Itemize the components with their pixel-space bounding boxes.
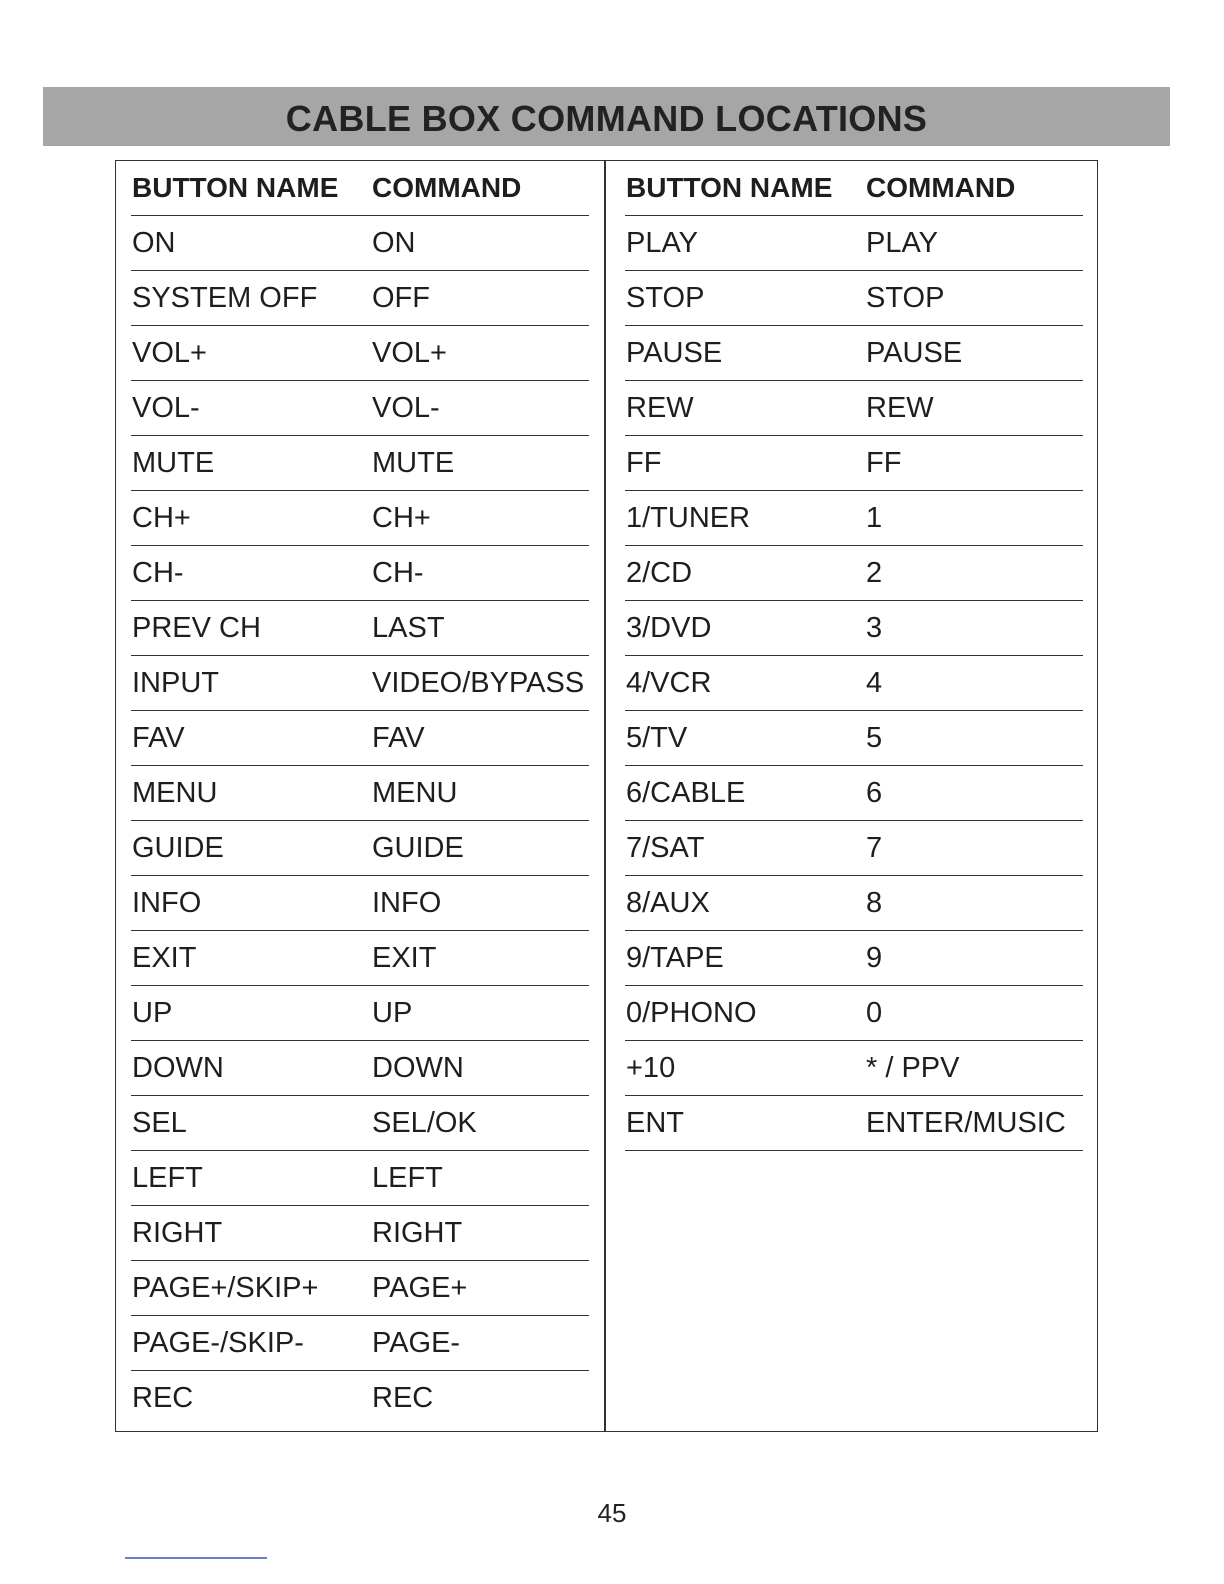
table-row [131, 1261, 589, 1316]
button-name-cell: ON [132, 227, 176, 259]
button-name-cell: PAUSE [626, 337, 723, 369]
command-cell: PLAY [866, 227, 939, 259]
left-column [131, 161, 589, 1426]
command-cell: RIGHT [372, 1217, 463, 1249]
command-cell: VIDEO/BYPASS [372, 667, 585, 699]
button-name-cell: 6/CABLE [626, 777, 746, 809]
table-row [625, 711, 1083, 766]
footer-rule [125, 1557, 267, 1559]
button-name-cell: VOL- [132, 392, 200, 424]
button-name-cell: PAGE-/SKIP- [132, 1327, 304, 1359]
table-row [131, 711, 589, 766]
table-row [625, 326, 1083, 381]
button-name-cell: INFO [132, 887, 202, 919]
command-cell: LAST [372, 612, 445, 644]
command-cell: LEFT [372, 1162, 443, 1194]
command-cell: STOP [866, 282, 945, 314]
command-cell: PAGE- [372, 1327, 461, 1359]
button-name-cell: 9/TAPE [626, 942, 724, 974]
button-name-cell: 2/CD [626, 557, 693, 589]
table-row [131, 271, 589, 326]
table-row [625, 986, 1083, 1041]
command-cell: REW [866, 392, 934, 424]
table-row [131, 986, 589, 1041]
button-name-cell: REW [626, 392, 694, 424]
table-row [131, 601, 589, 656]
command-cell: ON [372, 227, 416, 259]
table-row [625, 876, 1083, 931]
table-row [625, 216, 1083, 271]
table-row [131, 1096, 589, 1151]
button-name-cell: 7/SAT [626, 832, 705, 864]
table-row [625, 271, 1083, 326]
command-cell: 7 [866, 832, 883, 864]
button-name-cell: LEFT [132, 1162, 203, 1194]
command-cell: 1 [866, 502, 883, 534]
table-row [131, 491, 589, 546]
table-row [131, 876, 589, 931]
button-name-cell: UP [132, 997, 173, 1029]
table-row [131, 436, 589, 491]
table-row [131, 546, 589, 601]
table-row [625, 436, 1083, 491]
button-name-cell: CH- [132, 557, 184, 589]
table-row [131, 766, 589, 821]
table-row [131, 1371, 589, 1426]
button-name-cell: SEL [132, 1107, 187, 1139]
command-cell: SEL/OK [372, 1107, 477, 1139]
button-name-cell: 4/VCR [626, 667, 712, 699]
button-name-cell: FF [626, 447, 662, 479]
table-row [625, 656, 1083, 711]
button-name-cell: MENU [132, 777, 218, 809]
page-number: 45 [597, 1498, 627, 1528]
button-name-cell: DOWN [132, 1052, 224, 1084]
command-cell: 2 [866, 557, 883, 589]
command-cell: * / PPV [866, 1052, 960, 1084]
button-name-cell: 8/AUX [626, 887, 710, 919]
table-row [131, 1206, 589, 1261]
table-row [131, 1151, 589, 1206]
button-name-cell: EXIT [132, 942, 197, 974]
header-command: COMMAND [372, 172, 522, 203]
command-cell: MUTE [372, 447, 455, 479]
table-row [625, 1041, 1083, 1096]
button-name-cell: GUIDE [132, 832, 224, 864]
button-name-cell: SYSTEM OFF [132, 282, 318, 314]
command-cell: 3 [866, 612, 883, 644]
command-cell: EXIT [372, 942, 437, 974]
table-header-row [625, 161, 1083, 216]
command-cell: FAV [372, 722, 425, 754]
table-row [131, 931, 589, 986]
table-row [131, 821, 589, 876]
button-name-cell: 5/TV [626, 722, 688, 754]
button-name-cell: MUTE [132, 447, 215, 479]
button-name-cell: FAV [132, 722, 185, 754]
button-name-cell: PREV CH [132, 612, 261, 644]
command-cell: ENTER/MUSIC [866, 1107, 1066, 1139]
table-row [625, 931, 1083, 986]
table-row [625, 766, 1083, 821]
table-header-row [131, 161, 589, 216]
table-row [625, 1096, 1083, 1151]
command-cell: UP [372, 997, 413, 1029]
command-cell: 4 [866, 667, 883, 699]
table-row [131, 656, 589, 711]
command-cell: 0 [866, 997, 883, 1029]
command-cell: VOL+ [372, 337, 447, 369]
command-cell: CH- [372, 557, 424, 589]
column-divider [604, 160, 606, 1432]
table-row [131, 216, 589, 271]
header-button-name: BUTTON NAME [626, 172, 833, 203]
command-cell: 5 [866, 722, 883, 754]
command-cell: 9 [866, 942, 883, 974]
button-name-cell: ENT [626, 1107, 684, 1139]
table-row [625, 491, 1083, 546]
command-cell: REC [372, 1382, 434, 1414]
table-row [625, 601, 1083, 656]
button-name-cell: INPUT [132, 667, 219, 699]
command-cell: 8 [866, 887, 883, 919]
button-name-cell: PLAY [626, 227, 699, 259]
command-cell: DOWN [372, 1052, 464, 1084]
command-cell: CH+ [372, 502, 431, 534]
command-cell: PAUSE [866, 337, 963, 369]
button-name-cell: 3/DVD [626, 612, 712, 644]
header-command: COMMAND [866, 172, 1016, 203]
command-cell: 6 [866, 777, 883, 809]
command-cell: INFO [372, 887, 442, 919]
button-name-cell: STOP [626, 282, 705, 314]
command-cell: FF [866, 447, 902, 479]
command-cell: MENU [372, 777, 458, 809]
button-name-cell: VOL+ [132, 337, 207, 369]
command-cell: VOL- [372, 392, 440, 424]
command-cell: OFF [372, 282, 430, 314]
table-row [131, 326, 589, 381]
command-cell: GUIDE [372, 832, 464, 864]
header-button-name: BUTTON NAME [132, 172, 339, 203]
button-name-cell: CH+ [132, 502, 191, 534]
page-title: CABLE BOX COMMAND LOCATIONS [285, 97, 928, 139]
table-row [625, 546, 1083, 601]
button-name-cell: PAGE+/SKIP+ [132, 1272, 319, 1304]
table-row [131, 1041, 589, 1096]
title-banner [43, 87, 1170, 146]
table-row [131, 381, 589, 436]
table-row [625, 821, 1083, 876]
table-row [625, 381, 1083, 436]
table-row [131, 1316, 589, 1371]
button-name-cell: 0/PHONO [626, 997, 757, 1029]
button-name-cell: REC [132, 1382, 194, 1414]
button-name-cell: +10 [626, 1052, 676, 1084]
right-column [625, 161, 1083, 1151]
command-cell: PAGE+ [372, 1272, 468, 1304]
button-name-cell: 1/TUNER [626, 502, 751, 534]
button-name-cell: RIGHT [132, 1217, 223, 1249]
